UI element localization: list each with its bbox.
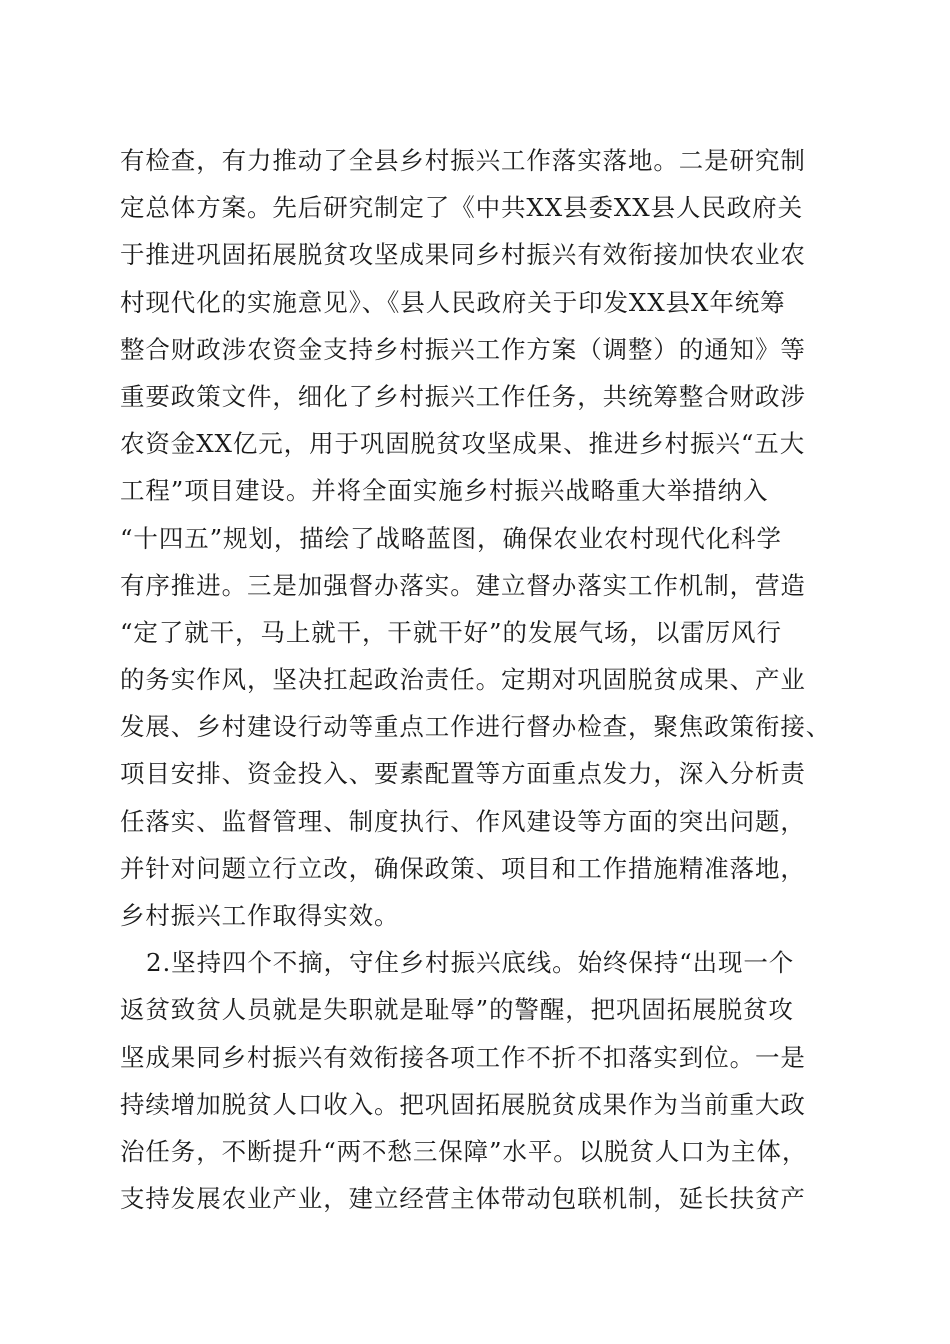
text-line: 工程”项目建设。并将全面实施乡村振兴战略重大举措纳入: [120, 476, 769, 506]
text-line: 并针对问题立行立改，确保政策、项目和工作措施精准落地，: [120, 853, 806, 883]
text-line: 整合财政涉农资金支持乡村振兴工作方案（调整）的通知》等: [120, 334, 806, 364]
text-line: 持续增加脱贫人口收入。把巩固拓展脱贫成果作为当前重大政: [120, 1089, 806, 1119]
text-line: 返贫致贫人员就是失职就是耻辱”的警醒，把巩固拓展脱贫攻: [120, 995, 794, 1025]
text-line: 的务实作风，坚决扛起政治责任。定期对巩固脱贫成果、产业: [120, 665, 806, 695]
text-line: 治任务，不断提升“两不愁三保障”水平。以脱贫人口为主体，: [120, 1136, 808, 1166]
body-text: [120, 137, 840, 1222]
text-line: 项目安排、资金投入、要素配置等方面重点发力，深入分析责: [120, 759, 806, 789]
text-line: 发展、乡村建设行动等重点工作进行督办检查，聚焦政策衔接、: [120, 712, 832, 742]
text-line: “十四五”规划，描绘了战略蓝图，确保农业农村现代化科学: [120, 523, 782, 553]
text-line: 支持发展农业产业，建立经营主体带动包联机制，延长扶贫产: [120, 1184, 806, 1214]
text-line: 任落实、监督管理、制度执行、作风建设等方面的突出问题，: [120, 806, 806, 836]
text-line: 乡村振兴工作取得实效。: [120, 901, 400, 930]
text-line: 村现代化的实施意见》、《县人民政府关于印发XX县X年统筹: [120, 287, 786, 317]
text-line: 农资金XX亿元，用于巩固脱贫攻坚成果、推进乡村振兴“五大: [120, 429, 806, 459]
text-line: 坚成果同乡村振兴有效衔接各项工作不折不扣落实到位。一是: [120, 1042, 806, 1072]
section-heading-line: 2.坚持四个不摘，守住乡村振兴底线。始终保持“出现一个: [146, 948, 795, 978]
text-line: 重要政策文件，细化了乡村振兴工作任务，共统筹整合财政涉: [120, 381, 806, 411]
text-line: 有序推进。三是加强督办落实。建立督办落实工作机制，营造: [120, 570, 806, 600]
text-line: 于推进巩固拓展脱贫攻坚成果同乡村振兴有效衔接加快农业农: [120, 240, 806, 270]
text-line: 有检查，有力推动了全县乡村振兴工作落实落地。二是研究制: [120, 146, 806, 175]
text-line: “定了就干，马上就干，干就干好”的发展气场，以雷厉风行: [120, 617, 782, 647]
text-line: 定总体方案。先后研究制定了《中共XX县委XX县人民政府关: [120, 193, 803, 223]
